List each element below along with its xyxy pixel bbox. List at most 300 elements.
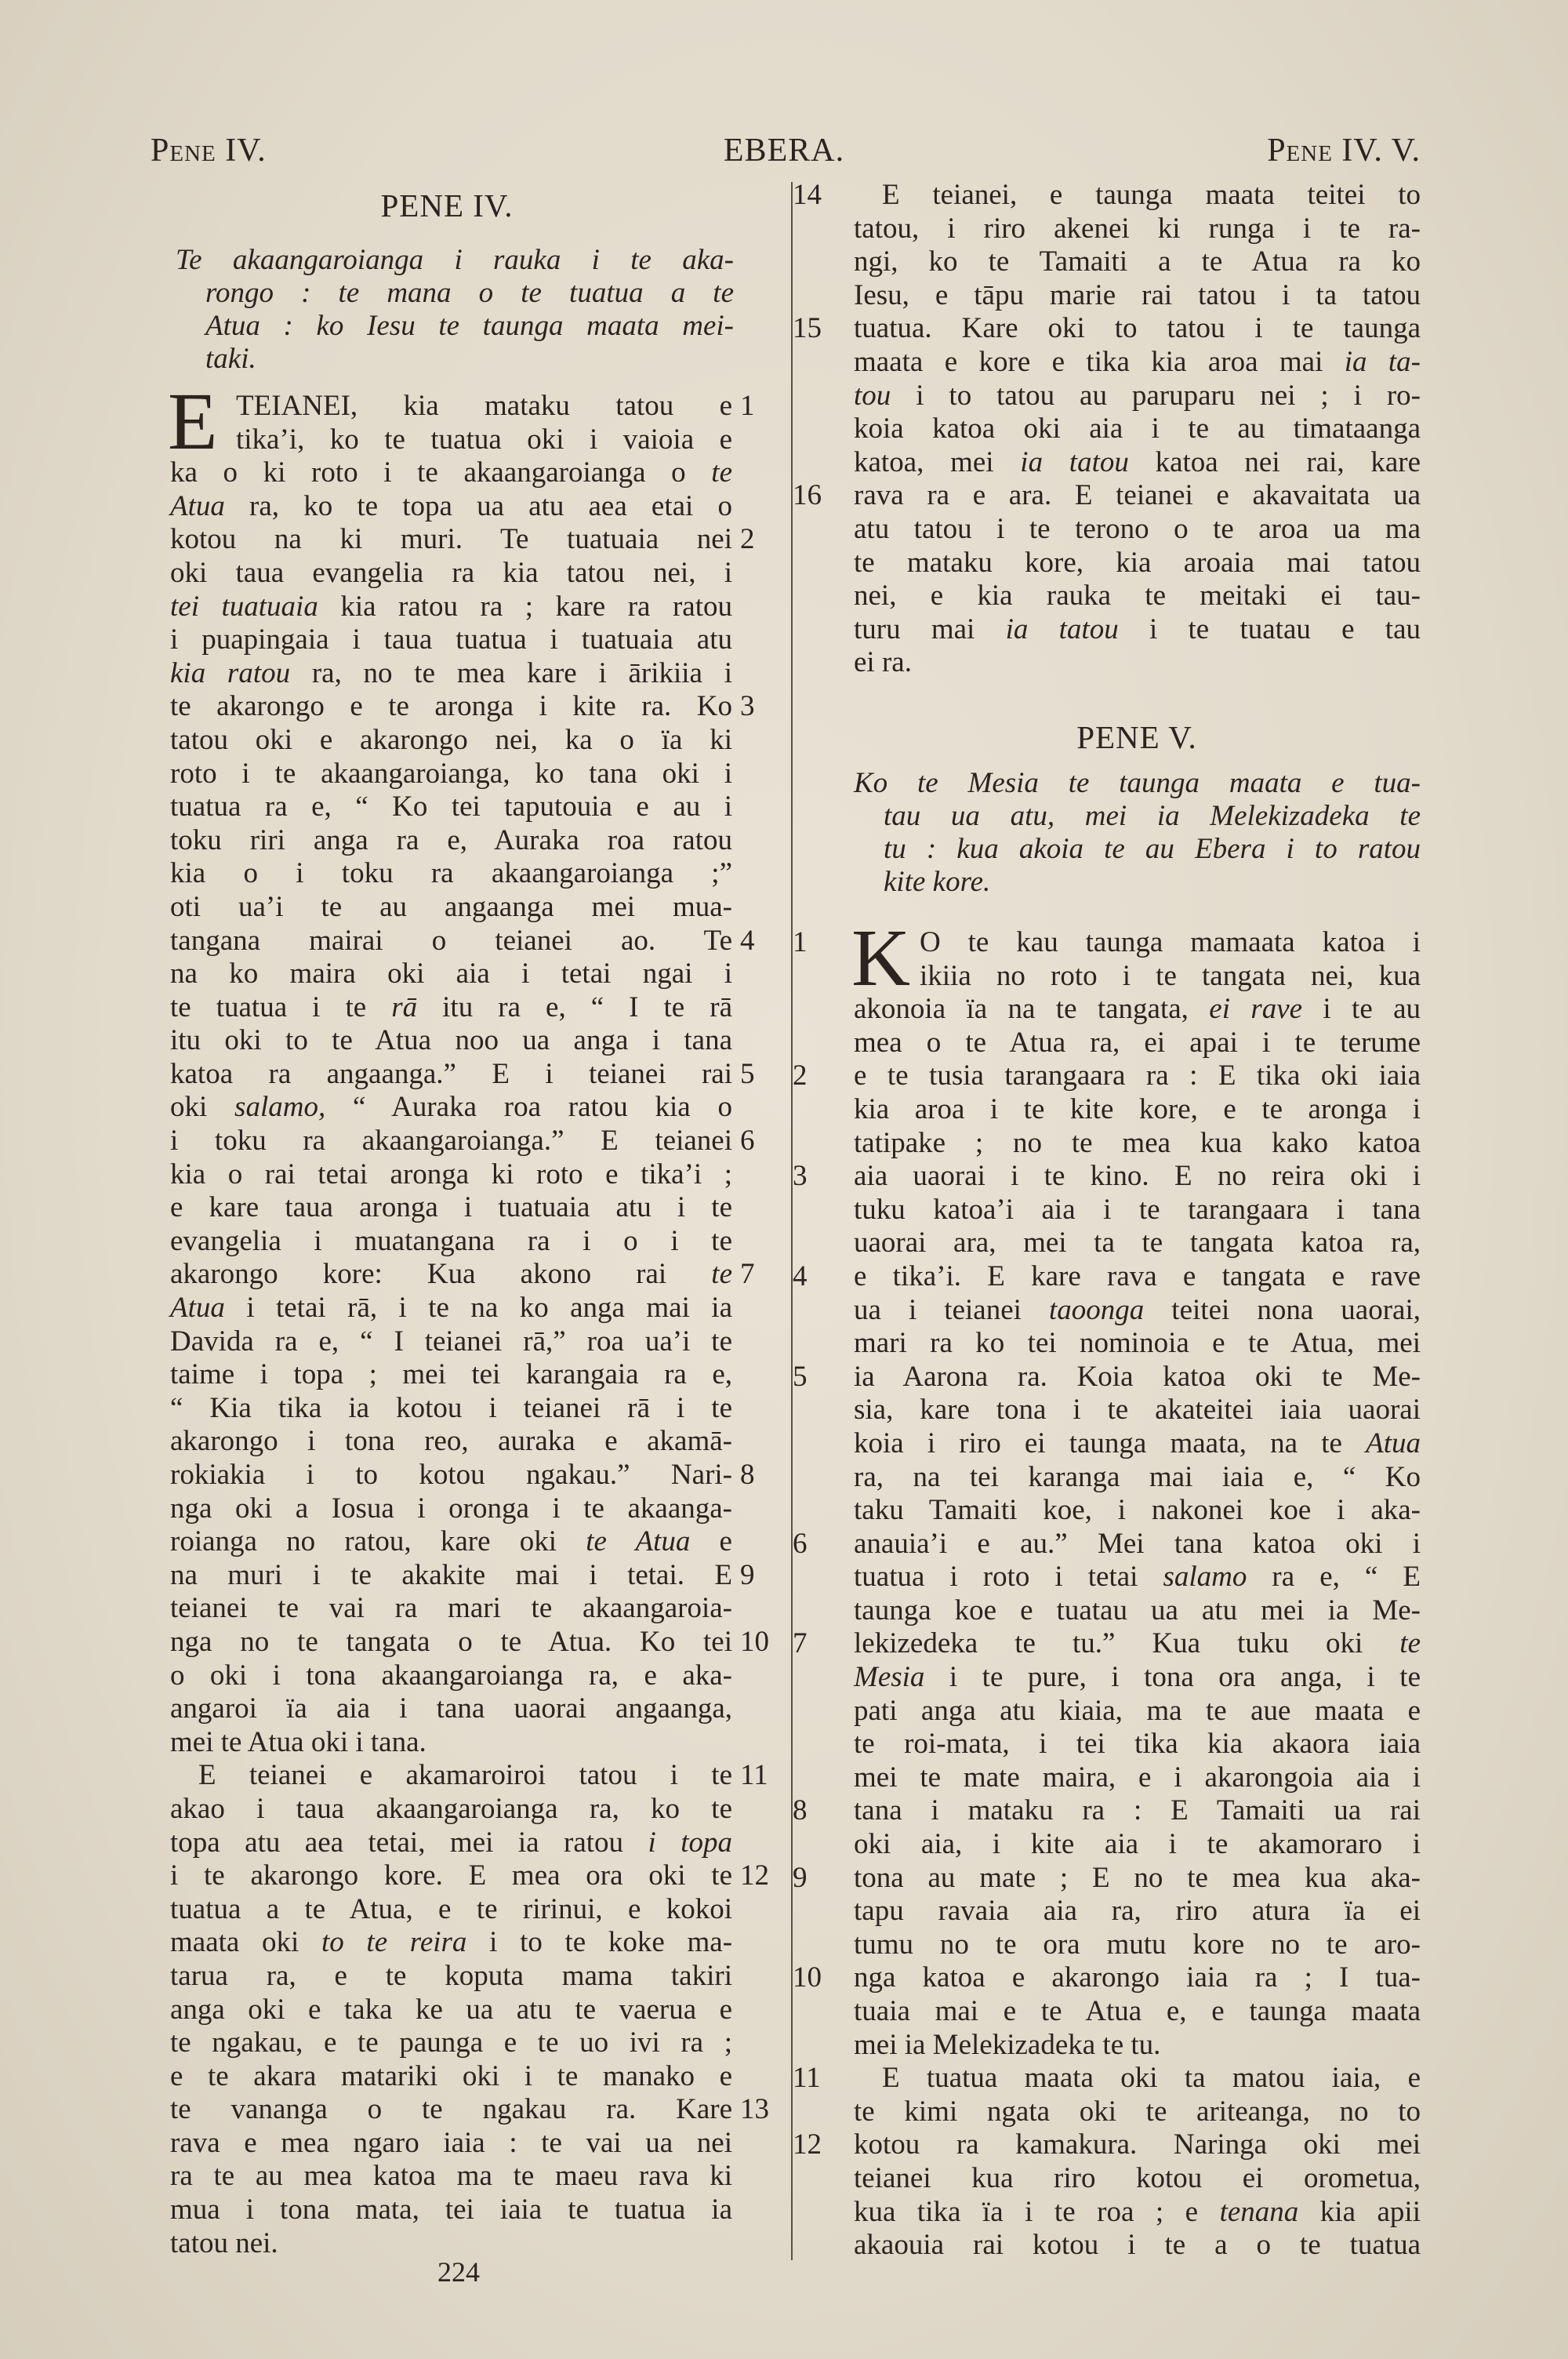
- text-segment: ei ra.: [854, 646, 912, 679]
- verse-number: 11: [793, 2062, 821, 2095]
- text-segment: tumu no te ora mutu kore no te aro-: [854, 1928, 1421, 1961]
- text-line: [170, 1191, 732, 1225]
- text-segment: itu ra e, “ I te rā: [417, 990, 732, 1023]
- text-line: [170, 2026, 732, 2060]
- text-line: [854, 245, 1421, 279]
- text-segment: te mataku kore, kia aroaia mai tatou: [854, 546, 1421, 579]
- verse-number: 11: [740, 1759, 768, 1792]
- summary-line: tau ua atu, mei ia Melekizadeka te: [884, 800, 1421, 832]
- summary-line: Ko te Mesia te taunga maata e tua-: [854, 767, 1421, 799]
- text-segment: uaorai ara, mei ta te tangata katoa ra,: [854, 1227, 1421, 1259]
- chapter-summary-iv: [176, 244, 734, 376]
- text-segment: kia aroa i te kite kore, e te aronga i: [854, 1092, 1421, 1125]
- text-line: [793, 1060, 1421, 1093]
- verse-number: 3: [740, 690, 755, 723]
- text-line: [170, 1225, 732, 1259]
- left-column-text: [170, 390, 769, 2260]
- text-segment: tarua ra, e te koputa mama takiri: [170, 1959, 732, 1992]
- text-line: [854, 1427, 1421, 1461]
- text-segment: “ Auraka roa ratou kia o: [325, 1091, 732, 1124]
- text-segment: ra, no te mea kare i ārikiia i: [290, 656, 732, 689]
- text-line: [170, 1057, 755, 1092]
- text-segment: topa atu aea tetai, mei ia ratou: [170, 1826, 648, 1859]
- text-line: [854, 513, 1421, 547]
- text-segment: ka o ki roto i te akaangaroianga o: [170, 456, 712, 489]
- text-segment: toku riri anga ra e, Auraka roa ratou: [170, 823, 732, 856]
- text-line: [793, 1961, 1421, 1995]
- text-line: [854, 1561, 1421, 1594]
- text-segment: tana i mataku ra : E Tamaiti ua rai: [854, 1794, 1421, 1827]
- text-segment: akarongo kore: Kua akono rai: [170, 1258, 712, 1291]
- text-segment: i to te koke ma-: [466, 1926, 733, 1959]
- text-segment: tatou, i riro akenei ki runga i te ra-: [854, 212, 1421, 245]
- text-segment: nga oki a Iosua i oronga i te akaanga-: [170, 1492, 732, 1525]
- text-segment: teitei nona uaorai,: [1144, 1293, 1421, 1326]
- text-segment: e te tusia tarangaara ra : E tika oki iaia: [854, 1060, 1421, 1092]
- text-segment: tatou oki e akarongo nei, ka o ïa ki: [170, 723, 732, 756]
- text-segment: ra, na tei karanga mai iaia e, “ Ko: [854, 1460, 1421, 1493]
- text-line: [170, 456, 732, 490]
- text-segment: aia uaorai i te kino. E no reira oki i: [854, 1160, 1421, 1193]
- text-segment: anauia’i e au.” Mei tana katoa oki i: [854, 1527, 1421, 1560]
- text-line: [854, 1661, 1421, 1695]
- italic-text: taoonga: [1048, 1293, 1145, 1326]
- text-segment: tapu ravaia aia ra, riro atura ïa ei: [854, 1895, 1421, 1928]
- text-line: [170, 2160, 732, 2194]
- text-segment: tatou nei.: [170, 2226, 278, 2259]
- text-segment: i to tatou au paruparu nei ; i ro-: [891, 379, 1421, 412]
- italic-text: Atua: [170, 1292, 225, 1325]
- text-segment: anga oki e taka ke ua atu te vaerua e: [170, 1993, 732, 2026]
- text-line: [170, 2127, 732, 2161]
- text-segment: O te kau taunga mamaata katoa i: [920, 926, 1421, 958]
- text-segment: kia o i toku ra akaangaroianga ;”: [170, 857, 732, 890]
- text-line: [170, 1926, 732, 1960]
- verse-number: 9: [740, 1558, 755, 1591]
- text-segment: na ko maira oki aia i tetai ngai i: [170, 958, 732, 990]
- text-segment: maata e kore e tika kia aroa mai: [854, 345, 1345, 378]
- verse-number: 1: [740, 390, 755, 422]
- text-segment: koia i riro ei taunga maata, na te: [854, 1427, 1367, 1459]
- text-segment: taime i topa ; mei tei karangaia ra e,: [170, 1358, 732, 1391]
- summary-line: Atua : ko Iesu te taunga maata mei-: [205, 310, 734, 342]
- text-line: [170, 1759, 768, 1793]
- text-segment: te roi-mata, i tei tika kia akaora iaia: [854, 1728, 1421, 1761]
- text-line: [854, 1728, 1421, 1761]
- text-segment: oki aia, i kite aia i te akamoraro i: [854, 1828, 1421, 1861]
- text-line: [170, 2093, 769, 2127]
- text-line: [854, 2196, 1421, 2230]
- verse-number: 5: [793, 1360, 808, 1393]
- text-line: [170, 1125, 755, 1158]
- text-segment: te akarongo e te aronga i kite ra. Ko: [170, 690, 732, 723]
- italic-text: Atua: [1366, 1427, 1421, 1459]
- text-segment: e tika’i. E kare rava e tangata e rave: [854, 1259, 1421, 1292]
- text-segment: atu tatou i te terono o te aroa ua ma: [854, 512, 1421, 545]
- drop-cap-e: E: [168, 376, 218, 467]
- text-line: [170, 390, 755, 423]
- summary-line: tu : kua akoia te au Ebera i to ratou: [884, 833, 1421, 865]
- verse-number: 12: [793, 2128, 822, 2161]
- text-line: [793, 479, 1421, 513]
- text-line: [793, 926, 1421, 960]
- text-line: [854, 1594, 1421, 1628]
- text-line: [170, 1893, 732, 1927]
- text-line: [170, 1091, 732, 1125]
- text-line: [170, 1525, 732, 1559]
- text-segment: mei ia Melekizadeka te tu.: [854, 2028, 1161, 2061]
- text-segment: tangana mairai o teianei ao. Te: [170, 924, 732, 957]
- text-segment: oki: [170, 1091, 235, 1124]
- verse-number: 14: [793, 179, 822, 211]
- text-segment: lekizedeka te tu.” Kua tuku oki: [854, 1627, 1400, 1660]
- text-segment: roianga no ratou, kare oki: [170, 1525, 586, 1558]
- text-segment: Iesu, e tāpu marie rai tatou i ta tatou: [854, 278, 1421, 311]
- right-column-text-v: [793, 926, 1421, 2263]
- drop-cap-k: K: [851, 913, 911, 1003]
- text-line: [170, 1024, 732, 1058]
- verse-number: 10: [740, 1625, 769, 1658]
- text-line: [793, 2128, 1421, 2162]
- text-segment: ia Aarona ra. Koia katoa oki te Me-: [854, 1360, 1421, 1393]
- italic-text: ia ta-: [1344, 345, 1421, 378]
- text-segment: itu oki to te Atua noo ua anga i tana: [170, 1024, 732, 1057]
- text-segment: katoa nei rai, kare: [1128, 445, 1421, 478]
- text-line: [854, 1194, 1421, 1227]
- text-segment: kia ratou ra ; kare ra ratou: [318, 590, 732, 623]
- summary-line: rongo : te mana o te tuatua a te: [205, 277, 734, 309]
- summary-line: kite kore.: [884, 866, 991, 898]
- text-segment: angaroi ïa aia i tana uaorai angaanga,: [170, 1692, 732, 1725]
- text-segment: ra te au mea katoa ma te maeu rava ki: [170, 2160, 732, 2193]
- text-segment: tuatua i roto i tetai: [854, 1561, 1163, 1594]
- text-segment: i te au: [1302, 993, 1421, 1026]
- text-line: [170, 690, 755, 724]
- italic-text: Atua: [170, 489, 225, 522]
- text-line: [170, 1726, 732, 1760]
- text-segment: evangelia i muatangana ra i o i te: [170, 1224, 732, 1257]
- text-line: [854, 613, 1421, 647]
- text-line: [854, 1027, 1421, 1060]
- text-segment: teianei te vai ra mari te akaangaroia-: [170, 1592, 732, 1625]
- text-line: [793, 1861, 1421, 1896]
- text-line: [170, 523, 755, 557]
- text-line: [854, 1461, 1421, 1495]
- text-segment: E tuatua maata oki ta matou iaia, e: [882, 2062, 1421, 2095]
- text-line: [170, 958, 732, 991]
- text-segment: sia, kare tona i te akateitei iaia uaorai: [854, 1394, 1421, 1427]
- text-line: [793, 1360, 1421, 1394]
- text-segment: kotou ra kamakura. Naringa oki mei: [854, 2128, 1421, 2161]
- text-line: [854, 346, 1421, 380]
- text-segment: tuatua ra e, “ Ko tei taputouia e au i: [170, 791, 732, 823]
- italic-text: salamo,: [234, 1091, 326, 1124]
- text-line: [854, 1494, 1421, 1528]
- verse-number: 9: [793, 1861, 808, 1894]
- text-segment: TEIANEI, kia mataku tatou e: [236, 390, 732, 422]
- text-line: [170, 2060, 732, 2094]
- text-segment: rokiakia i to kotou ngakau.” Nari-: [170, 1459, 732, 1491]
- text-line: [170, 1659, 732, 1693]
- text-line: [793, 1259, 1421, 1294]
- text-segment: rava ra e ara. E teianei e akavaitata ua: [854, 479, 1421, 512]
- text-segment: te vananga o te ngakau ra. Kare: [170, 2093, 732, 2126]
- text-line: [170, 1625, 769, 1659]
- text-segment: e: [690, 1525, 732, 1558]
- verse-number: 8: [740, 1459, 755, 1491]
- text-line: [170, 1358, 732, 1392]
- text-segment: mua i tona mata, tei iaia te tuatua ia: [170, 2194, 732, 2226]
- text-segment: nga no te tangata o te Atua. Ko tei: [170, 1625, 732, 1658]
- text-segment: akao i taua akaangaroianga ra, ko te: [170, 1792, 732, 1825]
- text-line: [854, 1695, 1421, 1728]
- italic-text: te: [711, 456, 732, 489]
- italic-text: te: [1399, 1627, 1421, 1660]
- text-line: [170, 423, 732, 457]
- text-segment: katoa ra angaanga.” E i teianei rai: [170, 1057, 732, 1090]
- verse-number: 2: [740, 523, 755, 556]
- verse-number: 4: [740, 924, 755, 957]
- text-segment: roto i te akaangaroianga, ko tana oki i: [170, 757, 732, 790]
- text-line: [854, 2162, 1421, 2196]
- text-line: [854, 1227, 1421, 1260]
- text-segment: mei te mate maira, e i akarongoia aia i: [854, 1761, 1421, 1794]
- text-segment: Davida ra e, “ I teianei rā,” roa ua’i te: [170, 1325, 732, 1358]
- text-line: [170, 1158, 732, 1192]
- text-line: [170, 758, 732, 791]
- verse-number: 16: [793, 479, 822, 512]
- text-line: [854, 547, 1421, 580]
- text-segment: taunga koe e tuatau ua atu mei ia Me-: [854, 1594, 1421, 1627]
- text-line: [854, 2229, 1421, 2263]
- text-line: [854, 1928, 1421, 1962]
- text-line: [170, 1425, 732, 1459]
- text-line: [854, 1394, 1421, 1427]
- text-segment: oti ua’i te au angaanga mei mua-: [170, 890, 732, 923]
- text-segment: E teianei e akamaroiroi tatou i te: [198, 1759, 732, 1792]
- text-line: [170, 490, 732, 524]
- text-segment: rava e mea ngaro iaia : te vai ua nei: [170, 2126, 732, 2159]
- verse-number: 12: [740, 1859, 769, 1892]
- text-segment: ra e, “ E: [1247, 1561, 1421, 1594]
- summary-line: Te akaangaroianga i rauka i te aka-: [176, 244, 734, 276]
- text-segment: kua tika ïa i te roa ; e: [854, 2195, 1220, 2228]
- text-line: [854, 1093, 1421, 1127]
- text-line: [170, 1793, 732, 1826]
- text-line: [170, 1826, 732, 1860]
- italic-text: ia tatou: [1020, 445, 1129, 478]
- italic-text: salamo: [1163, 1561, 1247, 1594]
- chapter-summary-v: [854, 767, 1421, 899]
- text-segment: i tetai rā, i te na ko anga mai ia: [224, 1292, 732, 1325]
- verse-number: 7: [740, 1258, 755, 1291]
- text-line: [854, 413, 1421, 446]
- text-segment: o oki i tona akaangaroianga ra, e aka-: [170, 1659, 732, 1692]
- text-line: [170, 791, 732, 824]
- text-segment: ngi, ko te Tamaiti a te Atua ra ko: [854, 245, 1421, 278]
- text-line: [170, 1558, 755, 1593]
- text-line: [854, 1995, 1421, 2029]
- text-segment: tatipake ; no te mea kua kako katoa: [854, 1126, 1421, 1159]
- text-line: [793, 2062, 1421, 2095]
- text-line: [793, 179, 1421, 213]
- verse-number: 15: [793, 312, 822, 345]
- text-line: [170, 1258, 755, 1292]
- italic-text: Mesia: [854, 1661, 925, 1694]
- text-line: [854, 380, 1421, 413]
- text-segment: kia o rai tetai aronga ki roto e tika’i ;: [170, 1158, 732, 1190]
- text-segment: tona au mate ; E no te mea kua aka-: [854, 1861, 1421, 1894]
- text-line: [854, 1294, 1421, 1328]
- text-segment: mea o te Atua ra, ei apai i te terume: [854, 1026, 1421, 1059]
- text-line: [170, 657, 732, 691]
- text-line: [170, 1960, 732, 1994]
- text-line: [170, 1459, 755, 1492]
- text-segment: e te akara matariki oki i te manako e: [170, 2059, 732, 2092]
- text-segment: kia apii: [1298, 2195, 1421, 2228]
- text-line: [170, 724, 732, 758]
- italic-text: te: [711, 1258, 732, 1291]
- text-line: [854, 213, 1421, 246]
- text-segment: E teianei, e taunga maata teitei to: [882, 179, 1421, 211]
- summary-line: taki.: [205, 343, 256, 375]
- italic-text: rā: [391, 990, 418, 1023]
- text-segment: ra, ko te topa ua atu aea etai o: [224, 489, 732, 522]
- text-line: [854, 1895, 1421, 1928]
- text-line: [170, 1592, 732, 1626]
- text-line: [170, 1492, 732, 1526]
- right-column-text-iv: [793, 179, 1421, 680]
- verse-number: 6: [793, 1527, 808, 1560]
- italic-text: ia tatou: [1005, 612, 1119, 645]
- italic-text: i topa: [648, 1826, 732, 1859]
- italic-text: tenana: [1219, 2195, 1299, 2228]
- text-line: [170, 1692, 732, 1726]
- text-line: [170, 623, 732, 657]
- text-line: [793, 312, 1421, 346]
- text-line: [170, 1392, 732, 1426]
- text-line: [170, 891, 732, 925]
- italic-text: ei rave: [1209, 993, 1303, 1026]
- page-number: 224: [437, 2256, 480, 2288]
- italic-text: te Atua: [586, 1525, 691, 1558]
- text-line: [854, 993, 1421, 1027]
- verse-number: 4: [793, 1259, 808, 1292]
- text-segment: akarongo i tona reo, auraka e akamā-: [170, 1425, 732, 1458]
- chapter-heading-iv: PENE IV.: [380, 187, 514, 224]
- text-segment: teianei kua riro kotou ei orometua,: [854, 2161, 1421, 2194]
- text-segment: te kimi ngata oki te ariteanga, no to: [854, 2095, 1421, 2128]
- text-line: [170, 857, 732, 891]
- text-line: [854, 1127, 1421, 1161]
- text-segment: kotou na ki muri. Te tuatuaia nei: [170, 523, 732, 556]
- verse-number: 10: [793, 1961, 822, 1994]
- italic-text: tou: [854, 379, 891, 412]
- text-segment: mei te Atua oki i tana.: [170, 1725, 426, 1758]
- text-segment: katoa, mei: [854, 445, 1021, 478]
- verse-number: 6: [740, 1125, 755, 1158]
- text-segment: oki taua evangelia ra kia tatou nei, i: [170, 556, 732, 589]
- text-segment: taku Tamaiti koe, i nakonei koe i aka-: [854, 1494, 1421, 1527]
- text-line: [170, 924, 755, 958]
- text-segment: maata oki: [170, 1926, 321, 1959]
- text-segment: tuatua a te Atua, e te ririnui, e kokoi: [170, 1892, 732, 1925]
- text-segment: i te tuatau e tau: [1118, 612, 1421, 645]
- text-line: [170, 1859, 769, 1893]
- verse-number: 8: [793, 1794, 808, 1827]
- text-line: [854, 1761, 1421, 1795]
- text-segment: nei, e kia rauka te meitaki ei tau-: [854, 580, 1421, 612]
- text-segment: nga katoa e akarongo iaia ra ; I tua-: [854, 1961, 1421, 1994]
- text-line: [854, 1327, 1421, 1361]
- text-segment: pati anga atu kiaia, ma te aue maata e: [854, 1694, 1421, 1727]
- text-line: [854, 2029, 1421, 2063]
- text-segment: i te pure, i tona ora anga, i te: [924, 1661, 1421, 1694]
- italic-text: to te reira: [321, 1926, 467, 1959]
- italic-text: tei tuatuaia: [170, 590, 318, 623]
- text-line: [854, 1828, 1421, 1862]
- verse-number: 7: [793, 1627, 808, 1660]
- text-segment: tuku katoa’i aia i te tarangaara i tana: [854, 1193, 1421, 1226]
- italic-text: kia ratou: [170, 656, 291, 689]
- text-segment: mari ra ko tei nominoia e te Atua, mei: [854, 1327, 1421, 1360]
- text-line: [170, 591, 732, 624]
- text-segment: i puapingaia i taua tuatua i tuatuaia atu: [170, 623, 732, 656]
- text-segment: koia katoa oki aia i te au timataanga: [854, 413, 1421, 445]
- text-segment: e kare taua aronga i tuatuaia atu i te: [170, 1191, 732, 1224]
- text-line: [854, 646, 1421, 680]
- text-segment: “ Kia tika ia kotou i teianei rā i te: [170, 1391, 732, 1424]
- text-line: [170, 2194, 732, 2227]
- text-segment: akonoia ïa na te tangata,: [854, 993, 1210, 1026]
- text-line: [793, 1794, 1421, 1828]
- text-segment: te ngakau, e te paunga e te uo ivi ra ;: [170, 2026, 732, 2059]
- text-line: [170, 1325, 732, 1359]
- text-line: [170, 1292, 732, 1325]
- text-segment: tuaia mai e te Atua e, e taunga maata: [854, 1995, 1421, 2027]
- text-line: [793, 1627, 1421, 1661]
- text-segment: tuatua. Kare oki to tatou i te taunga: [854, 312, 1421, 345]
- text-line: [793, 1527, 1421, 1561]
- verse-number: 2: [793, 1060, 808, 1092]
- running-head-title: EBERA.: [723, 133, 845, 169]
- text-line: [854, 580, 1421, 613]
- text-line: [854, 960, 1421, 994]
- running-head-left: Pene IV.: [151, 133, 267, 169]
- text-line: [854, 2095, 1421, 2129]
- text-segment: i te akarongo kore. E mea ora oki te: [170, 1859, 732, 1892]
- verse-number: 13: [740, 2093, 769, 2126]
- text-line: [793, 1160, 1421, 1194]
- text-segment: tika’i, ko te tuatua oki i vaioia e: [236, 423, 732, 456]
- text-segment: ikiia no roto i te tangata nei, kua: [920, 959, 1421, 992]
- text-segment: i toku ra akaangaroianga.” E teianei: [170, 1125, 732, 1158]
- text-segment: ua i teianei: [854, 1293, 1049, 1326]
- text-line: [170, 824, 732, 858]
- text-line: [170, 557, 732, 591]
- text-segment: turu mai: [854, 612, 1006, 645]
- text-segment: te tuatua i te: [170, 990, 392, 1023]
- text-line: [854, 279, 1421, 313]
- verse-number: 1: [793, 926, 808, 958]
- text-line: [170, 991, 732, 1025]
- running-head-right: Pene IV. V.: [1267, 133, 1421, 169]
- text-line: [854, 446, 1421, 480]
- verse-number: 3: [793, 1160, 808, 1193]
- chapter-heading-v: PENE V.: [1076, 719, 1197, 755]
- text-segment: akaouia rai kotou i te a o te tuatua: [854, 2229, 1421, 2262]
- text-segment: na muri i te akakite mai i tetai. E: [170, 1558, 732, 1591]
